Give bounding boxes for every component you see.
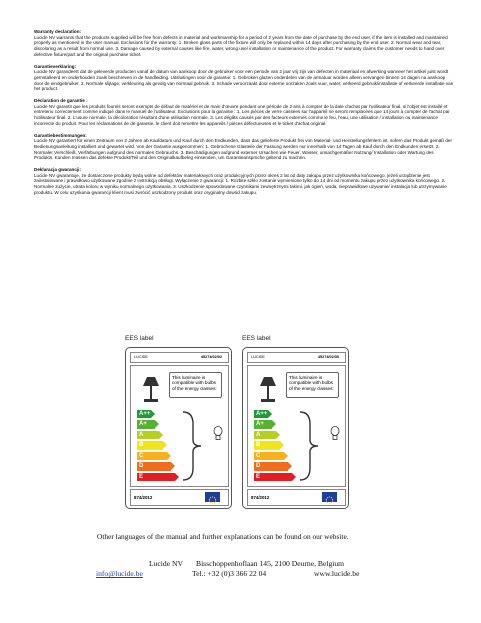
eu-flag-icon (205, 492, 220, 502)
footer-note: Other languages of the manual and further explanations can be found on our website. (97, 532, 349, 541)
ees-label-title: EES label (242, 335, 271, 342)
email-link[interactable]: info@lucide.be (96, 569, 143, 578)
label-footer (247, 489, 346, 506)
section-heading: Deklaracja gwarancji: (34, 167, 81, 173)
brand-name: LUCIDE (251, 355, 265, 359)
energy-class-bar: C (137, 452, 167, 460)
energy-class-bar: A (137, 431, 159, 439)
section-body: Lucide NV garantiert für einen Zeitraum von 2 Jahren ab Kaufdatum und Kauf durch den Endkunden, dass das gelieferte Produkt frei von Material- und Herstellungsfehlern ist, sofern das Produkt gemäß der Bedienungsanleitung installiert und gewartet wird. Von der Garantie ausgenommen: 1. Gebrochene Glasteile der Fassung werden nur innerhalb von 14 Tagen ab Kauf durch den Endkunden ersetzt. 2. Normaler Verschleiß, Verfärbungen aufgrund des normalen Gebrauchs. 3. Beschädigungen aufgrund externer Ursachen wie Feuer, Wasser, unsachgemäßer Nutzung/ Installation oder Wartung des Produkts. Kunden müssen das defekte Produkt/Teil und den Originalkaufbeleg einsenden, um Garantieansprüche geltend zu machen. (34, 138, 453, 161)
section-heading: Déclaration de garantie : (34, 98, 88, 104)
label-header (130, 352, 229, 363)
luminaire-icon (254, 374, 282, 404)
energy-class-bar: D (137, 462, 171, 470)
model-number: 45274/02/02 (200, 355, 222, 359)
warranty-section-pl (34, 167, 454, 196)
label-header (247, 352, 346, 363)
brand-name: LUCIDE (134, 355, 148, 359)
website-text: www.lucide.be (314, 569, 360, 578)
warranty-section-fr (34, 98, 454, 127)
compatibility-text: This luminaire is compatible with bulbs of the energy classes: (286, 372, 339, 398)
warranty-section-de (34, 133, 454, 162)
energy-class-bar: A++ (256, 411, 268, 417)
section-heading: Warranty declaration: (34, 29, 82, 34)
warranty-section-nl (34, 64, 454, 93)
energy-class-bar: A+ (137, 420, 155, 428)
energy-class-bar: A+ (254, 420, 272, 428)
regulation-number: 874/2012 (134, 495, 153, 500)
light-bulb-icon (330, 426, 340, 442)
compatibility-text: This luminaire is compatible with bulbs of the energy classes: (169, 372, 222, 398)
luminaire-icon (137, 374, 165, 404)
model-number: 45274/02/30 (317, 355, 339, 359)
warranty-text-block (34, 29, 454, 202)
section-body: Lucide NV garantit que les produits fournis seront exempts de défaut de matériel et de main d'œuvre pendant une période de 2 ans à compter de la date d'achat par l'utilisateur final, si l'objet est installé et entretenu correctement comme indiqué dans le manuel de l'utilisateur. Exclusions pour la garantie : 1. Les pièces de verre cassées sur l'appareil ne seront remplacées que 14 jours à compter de l'achat par l'utilisateur final. 2. L'usure normale, la décoloration résultant d'une utilisation normale. 3. Les dégâts causés par des facteurs externes comme le feu, l'eau, une utilisation / installation ou maintenance incorrecte du produit. Pour les réclamations de de garantie, le client doit remettre les appareils / pièces défectueuses et le ticket d'achat original. (34, 103, 450, 126)
energy-label-card (242, 347, 349, 509)
phone-number: Tel.: +32 (0)3 366 22 04 (192, 569, 267, 578)
label-body (130, 365, 229, 487)
section-body: Lucide NV gwarantuje, że dostarczone produkty będą wolne od defektów materiałowych oraz produkcyjnych przez okres 2 lat od daty zakupu przez użytkownika końcowego, jeżeli urządzenie jest zainstalowane i prawidłowo użytkowane zgodnie z instrukcją obsługi. Wyłączenie z gwarancji: 1. Rozbite szklo zostanie wymienione tylko do 14 dni od momentu zakupu przez użytkownika końcowego. 2. Normalne zużycie, utrata koloru w wyniku normalnego użytkowania. 3. Uszkodzenie spowodowane czynnikami zewnętrznymi takimi, jak ogień, woda, nieprawidłowe używanie/ instalacja lub utrzymywanie produktu. W celu uzyskania gwarancji klient musi zwrócić uszkodzony produkt oraz oryginalny dowód zakupu. (34, 172, 447, 195)
energy-class-bar: B (137, 441, 163, 449)
energy-class-bar: B (254, 441, 280, 449)
energy-class-bar: A++ (139, 411, 151, 417)
section-heading: Garantiebestimmungen: (34, 132, 87, 138)
light-bulb-icon (213, 426, 223, 442)
energy-class-list (254, 410, 292, 483)
energy-class-bar: D (254, 462, 288, 470)
section-heading: Garantieverklaring: (34, 63, 77, 69)
section-body: Lucide NV garandeert dat de geleverde producten vanaf de datum van aankoop door de gebruiker voor een periode van 2 jaar vrij zijn van defecten in materiaal en afwerking wanneer het artikel juist wordt geïnstalleerd en onderhouden zoals beschreven in de handleiding. Uitsluitingen voor de garantie: 1. Gebroken glazen onderdelen van de armatuur worden alleen vervangen binnen 14 dagen na aankoop door de eindgebruiker. 2. Normale slijtage, verkleuring als gevolg van normaal gebruik. 3. Schade veroorzaakt door externe oorzaken zoals vuur, water, verkeerd gebruik/installatie of verkeerde installatie van het product. (34, 69, 454, 92)
energy-class-bar: A (254, 431, 276, 439)
ees-label-left (125, 335, 232, 509)
ees-label-right (242, 335, 349, 509)
energy-class-bar: C (254, 452, 284, 460)
energy-class-list (137, 410, 175, 483)
ees-label-title: EES label (125, 335, 154, 342)
energy-class-bar: E (137, 473, 175, 481)
curly-brace-icon (298, 410, 320, 482)
label-footer (130, 489, 229, 506)
company-address: Bisschoppenhoflaan 145, 2100 Deurne, Belgium (196, 559, 345, 568)
eu-flag-icon (322, 492, 337, 502)
energy-label-card (125, 347, 232, 509)
company-name: Lucide NV (149, 559, 183, 568)
regulation-number: 874/2012 (251, 495, 270, 500)
label-body (247, 365, 346, 487)
warranty-section-en (34, 29, 454, 58)
curly-brace-icon (181, 410, 203, 482)
section-body: Lucide NV warrants that the products supplied will be free from defects in material and workmanship for a period of 2 years from the date of purchase by the end user, if the item is installed and maintained properly as mentioned in the user manual. Exclusions for the warranty: 1. Broken glass parts of the fixture will only be replaced within 14 days after purchasing by the end user. 2. Normal wear and tear, discoloring as a result from normal use. 3. Damage caused by external causes like fire, water, wrong use/ installation or maintenance of the product. For warranty claims the customer needs to hand over defective fixture/part and the original purchase ticket. (34, 34, 448, 57)
energy-class-bar: E (254, 473, 292, 481)
